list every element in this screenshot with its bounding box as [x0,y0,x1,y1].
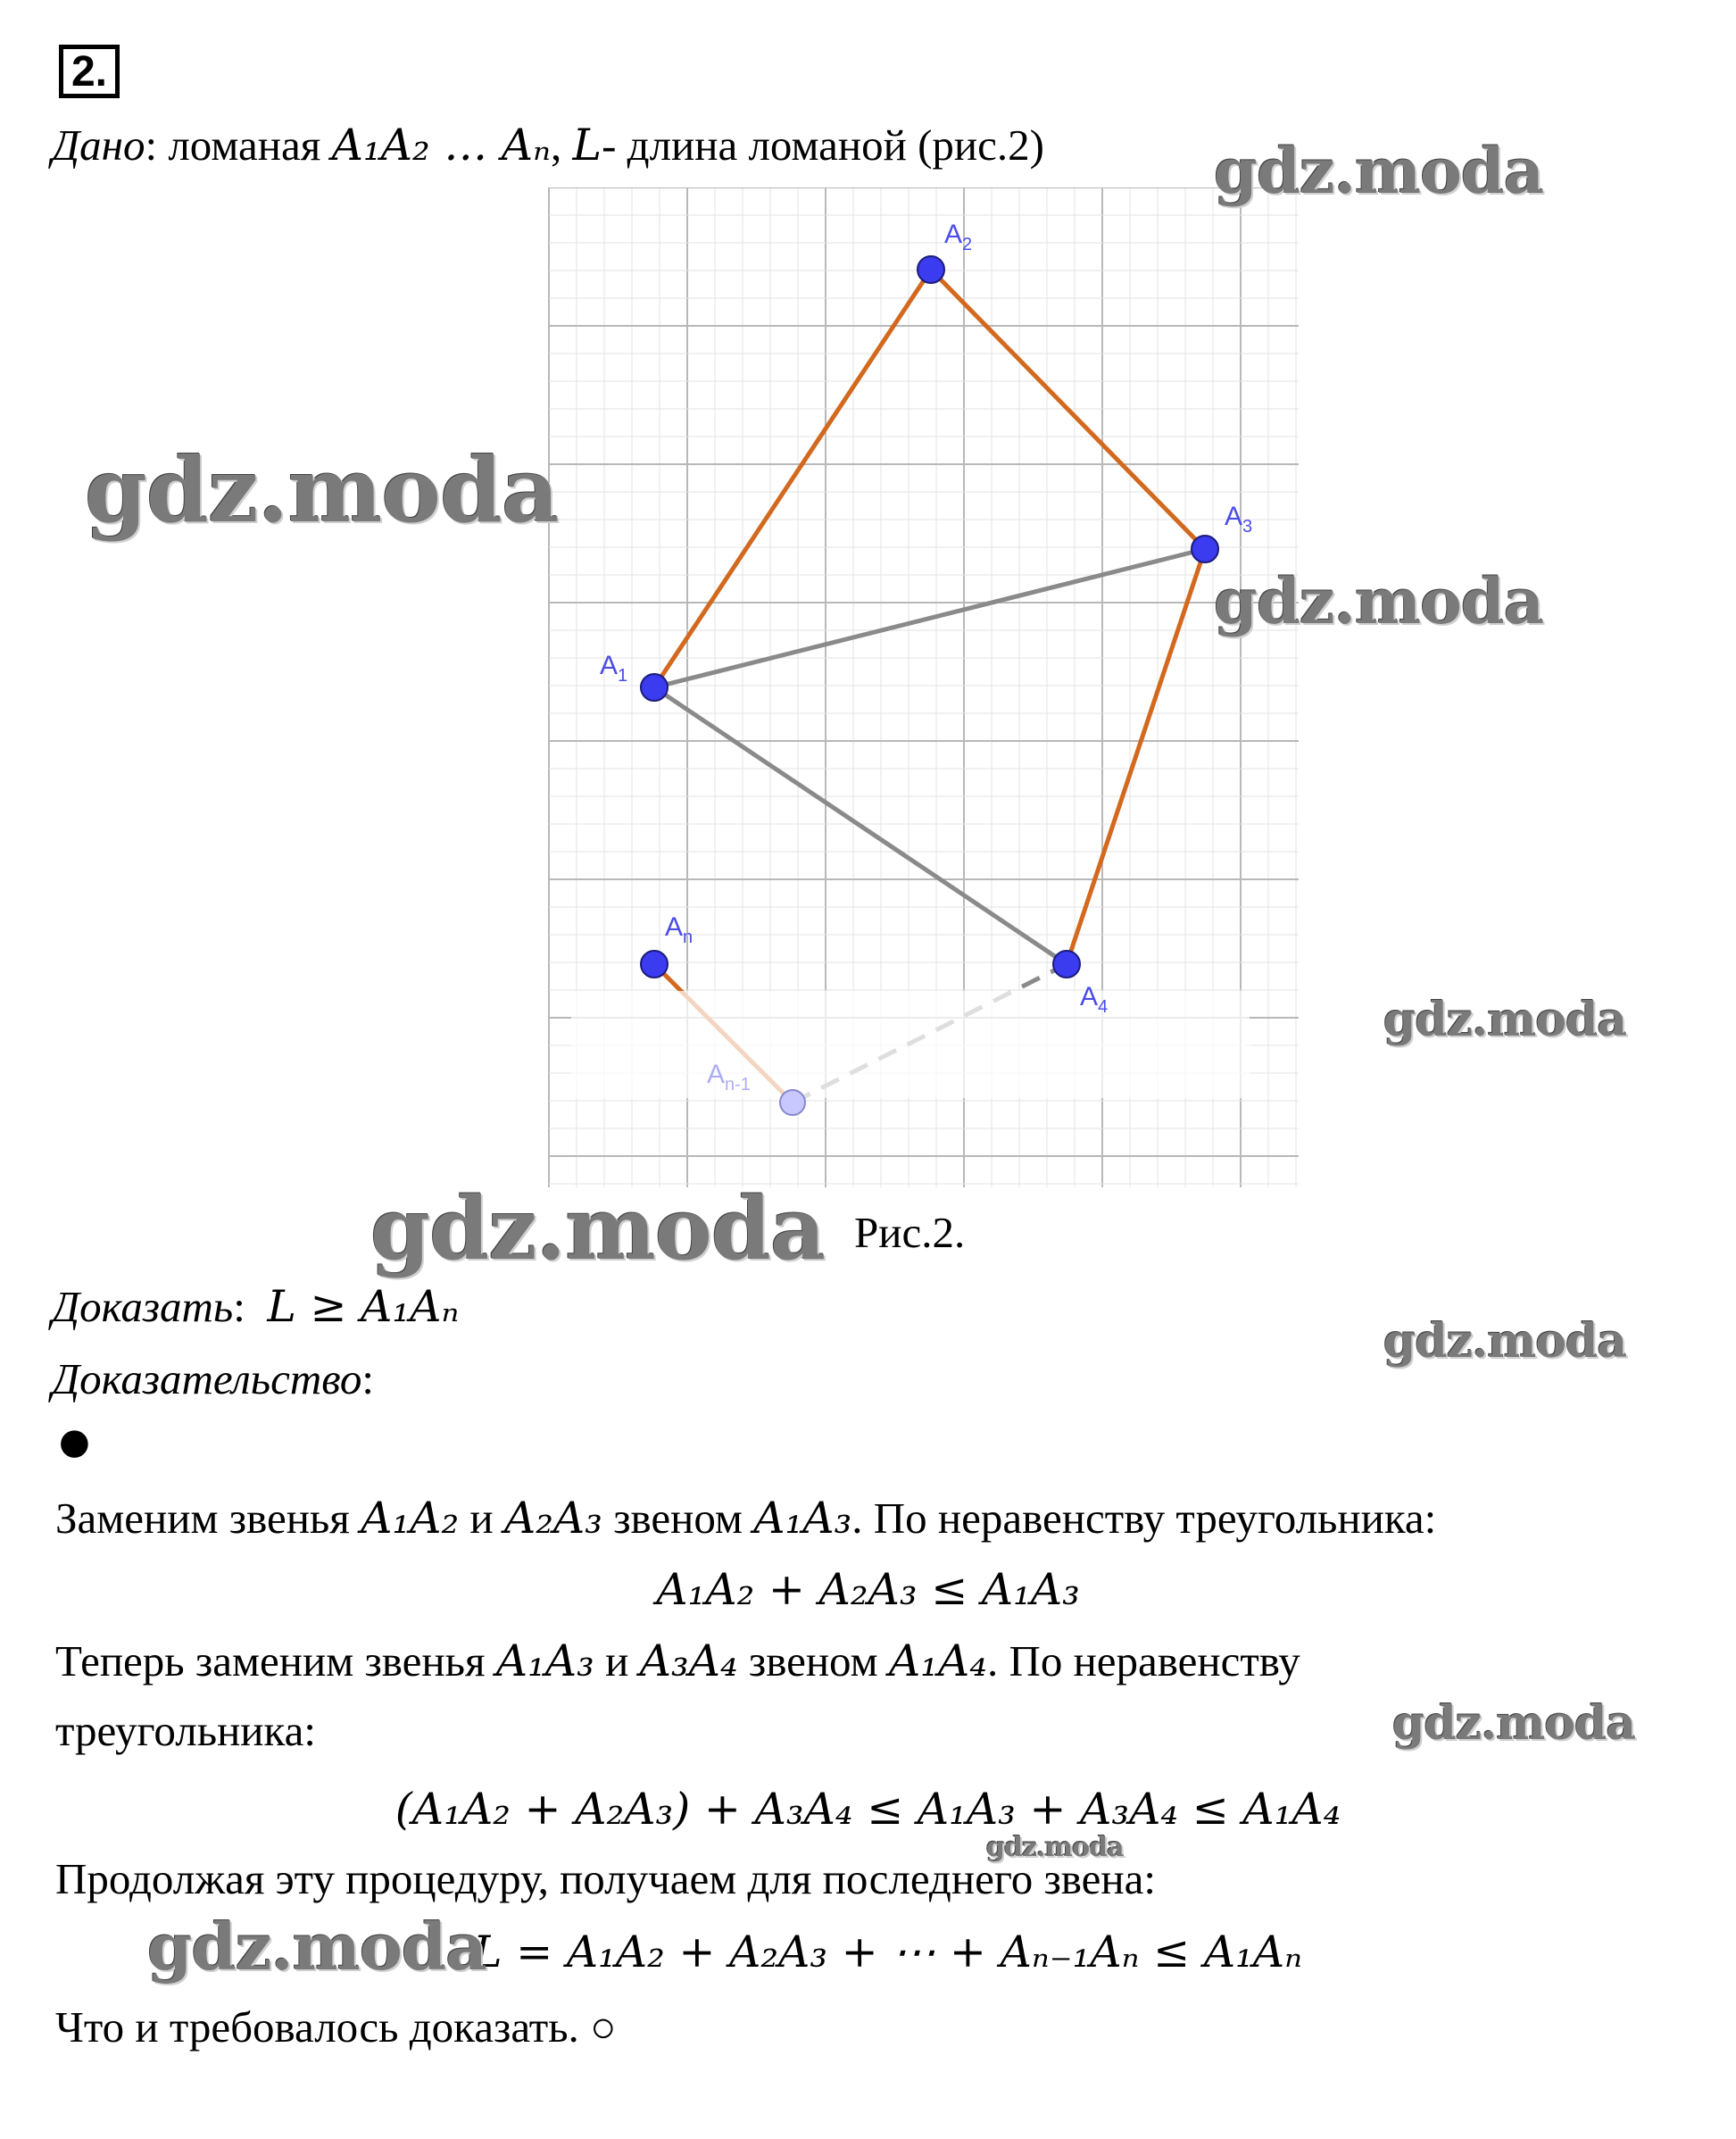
point-a1 [641,674,668,701]
point-a2 [918,256,944,283]
watermark: gdz.moda [147,1909,486,1985]
chord-a1-a3 [654,549,1205,687]
label-a3: $A_3$ [1225,502,1253,537]
p2-text-a: Теперь заменим звенья [55,1636,496,1685]
segment-a3-a4 [1067,549,1205,964]
p2-text-b: и [594,1636,640,1685]
given-label: Дано [52,121,145,170]
proof-label-line: Доказательство: [52,1354,374,1403]
given-polyline: A₁A₂ … Aₙ [331,120,552,171]
given-text-mid: , [551,121,573,170]
bullet: ● [59,1421,90,1462]
watermark: gdz.moda [1214,134,1544,208]
p2-seg-a1a3: A₁A₃ [495,1635,594,1686]
proof-paragraph-3: Продолжая эту процедуру, получаем для последнего звена: [55,1854,1156,1903]
proof-label: Доказательство [52,1354,362,1403]
given-length-symbol: L [572,120,602,171]
label-a2: $A_2$ [944,220,973,254]
conclusion: Что и требовалось доказать. ○ [55,2002,617,2052]
given-line [52,120,1044,172]
p1-text-d: . По неравенству треугольника: [851,1494,1437,1543]
p2-text-d: . По неравенству [986,1636,1300,1685]
label-an: $A_n$ [665,912,694,947]
prove-label: Доказать [52,1282,234,1331]
point-an [641,951,668,978]
figure-caption: Рис.2. [854,1208,966,1257]
task-number: 2. [59,45,120,98]
watermark: gdz.moda [370,1178,826,1279]
point-a3 [1192,536,1218,562]
p1-seg-a1a2: A₁A₂ [361,1493,460,1544]
proof-paragraph-2-cont: треугольника: [55,1706,316,1755]
p1-text-c: звеном [602,1494,754,1543]
prove-line: Доказать: L ≥ A₁Aₙ [52,1281,460,1332]
proof-paragraph-2 [55,1635,1300,1688]
label-a1: $A_1$ [600,651,628,686]
point-labels [600,220,1252,1094]
equation-1: A₁A₂ + A₂A₃ ≤ A₁A₃ [656,1564,1080,1615]
watermark: gdz.moda [1214,564,1544,638]
chord-a1-a4 [654,687,1067,964]
label-an-1: $A_{n-1}$ [707,1060,751,1094]
p1-text-a: Заменим звенья [55,1494,361,1543]
watermark: gdz.moda [1392,1696,1636,1751]
prove-statement: L ≥ A₁Aₙ [267,1281,460,1332]
given-text-pre: : ломаная [145,121,332,170]
figure-polyline [536,187,1303,1196]
point-an-1 [780,1090,805,1115]
p2-text-c: звеном [737,1636,889,1685]
label-a4: $A_4$ [1080,982,1109,1017]
proof-paragraph-1 [55,1493,1436,1545]
equation-3: L = A₁A₂ + A₂A₃ + ⋯ + Aₙ₋₁Aₙ ≤ A₁Aₙ [473,1927,1302,1977]
obscured-band [571,991,1250,1098]
watermark: gdz.moda [1383,993,1627,1047]
watermark: gdz.moda [85,437,559,543]
given-text-post: - длина ломаной (рис.2) [602,121,1044,170]
p2-seg-a3a4: A₃A₄ [639,1635,738,1686]
equation-2: (A₁A₂ + A₂A₃) + A₃A₄ ≤ A₁A₃ + A₃A₄ ≤ A₁A₄ [395,1784,1341,1835]
p1-text-b: и [459,1494,504,1543]
p1-seg-a1a3: A₁A₃ [753,1493,852,1544]
p2-seg-a1a4: A₁A₄ [888,1635,987,1686]
point-a4 [1053,951,1080,978]
watermark: gdz.moda [1383,1314,1627,1369]
p1-seg-a2a3: A₂A₃ [503,1493,602,1544]
watermark: gdz.moda [986,1832,1124,1863]
segment-a1-a2 [654,270,931,687]
